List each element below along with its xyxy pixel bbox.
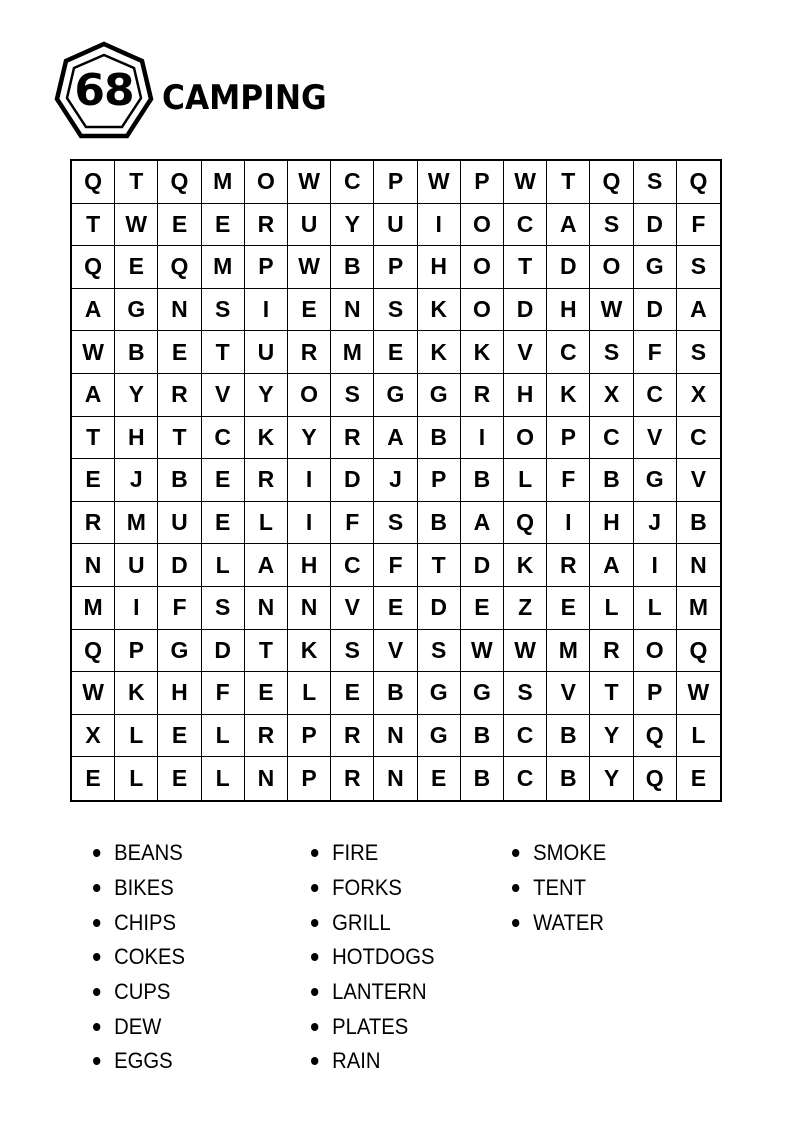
word-label: RAIN xyxy=(332,1048,381,1074)
grid-cell[interactable]: P xyxy=(374,246,417,289)
grid-cell[interactable]: U xyxy=(374,204,417,247)
grid-cell[interactable]: X xyxy=(590,374,633,417)
grid-cell[interactable]: Q xyxy=(504,502,547,545)
grid-cell[interactable]: K xyxy=(418,331,461,374)
grid-cell[interactable]: E xyxy=(158,331,201,374)
grid-cell[interactable]: L xyxy=(115,715,158,758)
grid-cell[interactable]: E xyxy=(418,757,461,800)
grid-cell[interactable]: O xyxy=(634,630,677,673)
bullet-icon xyxy=(93,1023,100,1031)
word-list-item xyxy=(512,836,606,871)
grid-cell[interactable]: W xyxy=(72,672,115,715)
grid-cell[interactable]: A xyxy=(677,289,720,332)
word-label: CUPS xyxy=(114,979,171,1005)
bullet-icon xyxy=(512,849,519,857)
bullet-icon xyxy=(93,849,100,857)
grid-cell[interactable]: B xyxy=(461,757,504,800)
grid-cell[interactable]: B xyxy=(115,331,158,374)
grid-cell[interactable]: R xyxy=(245,715,288,758)
bullet-icon xyxy=(93,884,100,892)
grid-cell[interactable]: N xyxy=(245,757,288,800)
grid-cell[interactable]: N xyxy=(288,587,331,630)
grid-cell[interactable]: P xyxy=(418,459,461,502)
word-list-item xyxy=(311,1009,434,1044)
grid-cell[interactable]: R xyxy=(331,715,374,758)
grid-cell[interactable]: E xyxy=(202,204,245,247)
grid-cell[interactable]: Q xyxy=(634,757,677,800)
grid-cell[interactable]: Q xyxy=(590,161,633,204)
grid-cell[interactable]: I xyxy=(418,204,461,247)
grid-cell[interactable]: B xyxy=(418,417,461,460)
grid-cell[interactable]: V xyxy=(677,459,720,502)
grid-cell[interactable]: G xyxy=(634,459,677,502)
word-list-item xyxy=(311,975,434,1010)
grid-cell[interactable]: T xyxy=(504,246,547,289)
grid-cell[interactable]: R xyxy=(72,502,115,545)
word-list-item xyxy=(93,1044,185,1079)
grid-cell[interactable]: R xyxy=(461,374,504,417)
grid-cell[interactable]: E xyxy=(158,204,201,247)
bullet-icon xyxy=(311,953,318,961)
bullet-icon xyxy=(311,884,318,892)
grid-cell[interactable]: G xyxy=(374,374,417,417)
grid-cell[interactable]: N xyxy=(374,757,417,800)
grid-cell[interactable]: B xyxy=(374,672,417,715)
grid-cell[interactable]: S xyxy=(677,331,720,374)
grid-cell[interactable]: D xyxy=(158,544,201,587)
grid-cell[interactable]: K xyxy=(547,374,590,417)
grid-cell[interactable]: D xyxy=(418,587,461,630)
grid-cell[interactable]: M xyxy=(202,246,245,289)
grid-cell[interactable]: H xyxy=(418,246,461,289)
word-list xyxy=(0,836,793,1096)
grid-cell[interactable]: S xyxy=(374,289,417,332)
grid-cell[interactable]: M xyxy=(72,587,115,630)
grid-cell[interactable]: I xyxy=(288,502,331,545)
word-list-item xyxy=(93,975,185,1010)
puzzle-number-badge xyxy=(54,41,154,141)
grid-cell[interactable]: W xyxy=(504,161,547,204)
word-list-column xyxy=(93,836,193,1079)
grid-cell[interactable]: B xyxy=(461,459,504,502)
grid-cell[interactable]: W xyxy=(115,204,158,247)
grid-cell[interactable]: E xyxy=(288,289,331,332)
word-label: PLATES xyxy=(332,1013,409,1039)
grid-cell[interactable]: K xyxy=(418,289,461,332)
word-list-item xyxy=(311,836,434,871)
grid-cell[interactable]: A xyxy=(245,544,288,587)
grid-cell[interactable]: P xyxy=(245,246,288,289)
grid-cell[interactable]: Y xyxy=(590,715,633,758)
word-search-grid xyxy=(70,159,722,802)
grid-cell[interactable]: K xyxy=(288,630,331,673)
grid-cell[interactable]: A xyxy=(374,417,417,460)
grid-cell[interactable]: K xyxy=(115,672,158,715)
puzzle-number: 68 xyxy=(74,65,134,116)
grid-cell[interactable]: G xyxy=(634,246,677,289)
grid-cell[interactable]: V xyxy=(504,331,547,374)
grid-cell[interactable]: W xyxy=(590,289,633,332)
grid-cell[interactable]: C xyxy=(677,417,720,460)
grid-cell[interactable]: W xyxy=(288,161,331,204)
word-label: BEANS xyxy=(114,840,183,866)
grid-cell[interactable]: C xyxy=(331,544,374,587)
grid-cell[interactable]: T xyxy=(547,161,590,204)
grid-cell[interactable]: E xyxy=(115,246,158,289)
grid-cell[interactable]: S xyxy=(590,204,633,247)
word-label: CHIPS xyxy=(114,909,177,935)
grid-cell[interactable]: E xyxy=(547,587,590,630)
grid-cell[interactable]: O xyxy=(461,204,504,247)
word-list-item xyxy=(311,1044,434,1079)
grid-cell[interactable]: S xyxy=(374,502,417,545)
word-label: LANTERN xyxy=(332,979,427,1005)
grid-cell[interactable]: F xyxy=(374,544,417,587)
grid-cell[interactable]: F xyxy=(202,672,245,715)
grid-cell[interactable]: L xyxy=(202,715,245,758)
bullet-icon xyxy=(512,884,519,892)
grid-cell[interactable]: S xyxy=(590,331,633,374)
grid-cell[interactable]: N xyxy=(374,715,417,758)
grid-cell[interactable]: D xyxy=(547,246,590,289)
grid-cell[interactable]: C xyxy=(202,417,245,460)
grid-cell[interactable]: A xyxy=(547,204,590,247)
grid-cell[interactable]: V xyxy=(547,672,590,715)
grid-cell[interactable]: Z xyxy=(504,587,547,630)
grid-cell[interactable]: C xyxy=(590,417,633,460)
grid-cell[interactable]: S xyxy=(634,161,677,204)
word-label: EGGS xyxy=(114,1048,173,1074)
grid-cell[interactable]: F xyxy=(158,587,201,630)
grid-cell[interactable]: C xyxy=(547,331,590,374)
grid-cell[interactable]: E xyxy=(158,757,201,800)
grid-cell[interactable]: R xyxy=(547,544,590,587)
grid-cell[interactable]: S xyxy=(331,630,374,673)
grid-cell[interactable]: Y xyxy=(590,757,633,800)
grid-cell[interactable]: K xyxy=(461,331,504,374)
grid-cell[interactable]: N xyxy=(245,587,288,630)
word-label: BIKES xyxy=(114,875,174,901)
word-label: GRILL xyxy=(332,909,391,935)
word-label: WATER xyxy=(533,909,604,935)
grid-cell[interactable]: N xyxy=(72,544,115,587)
grid-cell[interactable]: S xyxy=(677,246,720,289)
grid-cell[interactable]: L xyxy=(115,757,158,800)
grid-cell[interactable]: S xyxy=(418,630,461,673)
grid-cell[interactable]: F xyxy=(677,204,720,247)
grid-cell[interactable]: Q xyxy=(677,630,720,673)
grid-cell[interactable]: P xyxy=(634,672,677,715)
grid-cell[interactable]: V xyxy=(374,630,417,673)
grid-cell[interactable]: D xyxy=(504,289,547,332)
grid-cell[interactable]: U xyxy=(245,331,288,374)
grid-cell[interactable]: Q xyxy=(72,161,115,204)
puzzle-title: CAMPING xyxy=(162,78,327,118)
word-list-item xyxy=(311,940,434,975)
grid-cell[interactable]: I xyxy=(461,417,504,460)
grid-cell[interactable]: G xyxy=(418,672,461,715)
grid-cell[interactable]: E xyxy=(374,587,417,630)
grid-cell[interactable]: E xyxy=(245,672,288,715)
grid-cell[interactable]: R xyxy=(245,459,288,502)
bullet-icon xyxy=(93,919,100,927)
grid-cell[interactable]: D xyxy=(461,544,504,587)
grid-cell[interactable]: T xyxy=(72,417,115,460)
word-list-item xyxy=(93,940,185,975)
grid-cell[interactable]: X xyxy=(72,715,115,758)
grid-cell[interactable]: D xyxy=(202,630,245,673)
word-label: COKES xyxy=(114,944,186,970)
grid-cell[interactable]: D xyxy=(634,289,677,332)
grid-cell[interactable]: E xyxy=(202,459,245,502)
grid-cell[interactable]: W xyxy=(288,246,331,289)
word-list-item xyxy=(93,905,185,940)
grid-cell[interactable]: G xyxy=(115,289,158,332)
grid-cell[interactable]: C xyxy=(634,374,677,417)
grid-cell[interactable]: L xyxy=(202,757,245,800)
grid-cell[interactable]: S xyxy=(504,672,547,715)
grid-cell[interactable]: H xyxy=(504,374,547,417)
bullet-icon xyxy=(311,988,318,996)
grid-cell[interactable]: I xyxy=(115,587,158,630)
grid-cell[interactable]: J xyxy=(115,459,158,502)
grid-cell[interactable]: L xyxy=(634,587,677,630)
grid-cell[interactable]: Q xyxy=(634,715,677,758)
word-list-item xyxy=(93,1009,185,1044)
grid-cell[interactable]: E xyxy=(72,459,115,502)
bullet-icon xyxy=(311,1057,318,1065)
grid-cell[interactable]: F xyxy=(331,502,374,545)
grid-cell[interactable]: B xyxy=(547,715,590,758)
grid-cell[interactable]: I xyxy=(634,544,677,587)
grid-cell[interactable]: Y xyxy=(115,374,158,417)
grid-cell[interactable]: I xyxy=(547,502,590,545)
grid-cell[interactable]: X xyxy=(677,374,720,417)
grid-cell[interactable]: I xyxy=(288,459,331,502)
grid-cell[interactable]: B xyxy=(158,459,201,502)
grid-cell[interactable]: L xyxy=(677,715,720,758)
grid-cell[interactable]: W xyxy=(677,672,720,715)
grid-cell[interactable]: A xyxy=(72,289,115,332)
grid-cell[interactable]: F xyxy=(547,459,590,502)
grid-cell[interactable]: L xyxy=(504,459,547,502)
grid-cell[interactable]: C xyxy=(504,715,547,758)
grid-cell[interactable]: Q xyxy=(72,246,115,289)
grid-cell[interactable]: N xyxy=(158,289,201,332)
grid-cell[interactable]: A xyxy=(461,502,504,545)
grid-cell[interactable]: E xyxy=(72,757,115,800)
grid-cell[interactable]: Q xyxy=(158,161,201,204)
grid-cell[interactable]: R xyxy=(245,204,288,247)
grid-cell[interactable]: H xyxy=(547,289,590,332)
grid-cell[interactable]: E xyxy=(461,587,504,630)
grid-cell[interactable]: M xyxy=(115,502,158,545)
grid-cell[interactable]: E xyxy=(690,765,707,792)
grid-cell[interactable]: Y xyxy=(331,204,374,247)
grid-cell[interactable]: H xyxy=(590,502,633,545)
grid-cell[interactable]: I xyxy=(245,289,288,332)
grid-cell[interactable]: O xyxy=(504,417,547,460)
grid-cell[interactable]: B xyxy=(590,459,633,502)
grid-cell[interactable]: A xyxy=(590,544,633,587)
grid-cell[interactable]: G xyxy=(418,374,461,417)
grid-cell[interactable]: B xyxy=(461,715,504,758)
word-list-item xyxy=(512,871,606,906)
grid-cell[interactable]: B xyxy=(331,246,374,289)
grid-cell[interactable]: L xyxy=(288,672,331,715)
grid-cell[interactable]: T xyxy=(245,630,288,673)
grid-cell[interactable]: N xyxy=(677,544,720,587)
grid-cell[interactable]: N xyxy=(331,289,374,332)
grid-cell[interactable]: V xyxy=(634,417,677,460)
grid-cell[interactable]: T xyxy=(72,204,115,247)
grid-cell[interactable]: O xyxy=(245,161,288,204)
grid-cell[interactable]: M xyxy=(547,630,590,673)
grid-cell[interactable]: P xyxy=(547,417,590,460)
grid-cell[interactable]: G xyxy=(158,630,201,673)
word-label: HOTDOGS xyxy=(332,944,435,970)
grid-cell[interactable]: J xyxy=(634,502,677,545)
grid-cell[interactable]: T xyxy=(158,417,201,460)
grid-cell[interactable]: E xyxy=(158,715,201,758)
grid-cell[interactable]: S xyxy=(202,289,245,332)
grid-cell[interactable]: C xyxy=(504,757,547,800)
grid-cell[interactable]: O xyxy=(288,374,331,417)
grid-cell[interactable]: G xyxy=(461,672,504,715)
grid-cell[interactable]: K xyxy=(504,544,547,587)
grid-cell[interactable]: L xyxy=(202,544,245,587)
grid-cell[interactable]: V xyxy=(202,374,245,417)
bullet-icon xyxy=(311,1023,318,1031)
grid-cell[interactable]: E xyxy=(202,502,245,545)
grid-cell[interactable]: Q xyxy=(677,161,720,204)
grid-cell[interactable]: P xyxy=(288,757,331,800)
grid-cell[interactable]: E xyxy=(374,331,417,374)
grid-cell[interactable]: C xyxy=(504,204,547,247)
word-list-item xyxy=(311,871,434,906)
grid-cell[interactable]: H xyxy=(288,544,331,587)
word-label: DEW xyxy=(114,1013,162,1039)
grid-cell[interactable]: R xyxy=(590,630,633,673)
grid-cell[interactable]: R xyxy=(331,757,374,800)
grid-cell[interactable]: R xyxy=(158,374,201,417)
grid-cell[interactable]: H xyxy=(115,417,158,460)
grid-cell[interactable]: R xyxy=(288,331,331,374)
grid-cell[interactable]: U xyxy=(288,204,331,247)
word-label: SMOKE xyxy=(533,840,607,866)
word-label: TENT xyxy=(533,875,587,901)
grid-cell[interactable]: E xyxy=(331,672,374,715)
grid-cell[interactable]: T xyxy=(202,331,245,374)
grid-cell[interactable]: D xyxy=(634,204,677,247)
grid-cell[interactable]: W xyxy=(504,630,547,673)
word-list-item xyxy=(512,905,606,940)
grid-cell[interactable]: B xyxy=(418,502,461,545)
grid-cell[interactable]: T xyxy=(418,544,461,587)
word-list-item xyxy=(311,905,434,940)
grid-cell[interactable]: M xyxy=(202,161,245,204)
bullet-icon xyxy=(93,953,100,961)
grid-cell[interactable]: R xyxy=(331,417,374,460)
grid-cell[interactable]: W xyxy=(418,161,461,204)
grid-cell[interactable]: O xyxy=(590,246,633,289)
grid-cell[interactable]: P xyxy=(374,161,417,204)
grid-cell[interactable]: S xyxy=(331,374,374,417)
grid-cell[interactable]: G xyxy=(418,715,461,758)
bullet-icon xyxy=(311,919,318,927)
grid-cell[interactable]: V xyxy=(331,587,374,630)
grid-cell[interactable]: T xyxy=(115,161,158,204)
grid-cell[interactable]: L xyxy=(245,502,288,545)
grid-cell[interactable]: L xyxy=(590,587,633,630)
bullet-icon xyxy=(93,988,100,996)
grid-cell[interactable]: Q xyxy=(158,246,201,289)
grid-cell[interactable]: A xyxy=(72,374,115,417)
word-list-item xyxy=(93,871,185,906)
grid-cell[interactable]: C xyxy=(331,161,374,204)
grid-cell[interactable]: M xyxy=(677,587,720,630)
grid-cell[interactable]: Y xyxy=(245,374,288,417)
bullet-icon xyxy=(311,849,318,857)
grid-cell[interactable]: K xyxy=(245,417,288,460)
word-label: FORKS xyxy=(332,875,402,901)
word-label: FIRE xyxy=(332,840,379,866)
bullet-icon xyxy=(93,1057,100,1065)
grid-cell[interactable]: U xyxy=(158,502,201,545)
grid-cell[interactable]: W xyxy=(461,630,504,673)
grid-cell[interactable]: P xyxy=(461,161,504,204)
grid-cell[interactable]: P xyxy=(288,715,331,758)
grid-cell[interactable]: Q xyxy=(72,630,115,673)
grid-cell[interactable]: B xyxy=(677,502,720,545)
grid-cell[interactable]: W xyxy=(72,331,115,374)
bullet-icon xyxy=(512,919,519,927)
grid-cell[interactable]: J xyxy=(374,459,417,502)
grid-cell[interactable]: F xyxy=(634,331,677,374)
word-list-column xyxy=(311,836,445,1079)
grid-cell[interactable]: B xyxy=(547,757,590,800)
grid-cell[interactable]: U xyxy=(115,544,158,587)
word-list-column xyxy=(512,836,614,940)
grid-cell[interactable]: H xyxy=(158,672,201,715)
grid-cell[interactable]: D xyxy=(331,459,374,502)
grid-cell[interactable]: P xyxy=(115,630,158,673)
grid-cell[interactable]: O xyxy=(461,246,504,289)
grid-cell[interactable]: O xyxy=(461,289,504,332)
grid-cell[interactable]: Y xyxy=(288,417,331,460)
grid-cell[interactable]: T xyxy=(590,672,633,715)
grid-cell[interactable]: S xyxy=(202,587,245,630)
word-list-item xyxy=(93,836,185,871)
grid-cell[interactable]: M xyxy=(331,331,374,374)
